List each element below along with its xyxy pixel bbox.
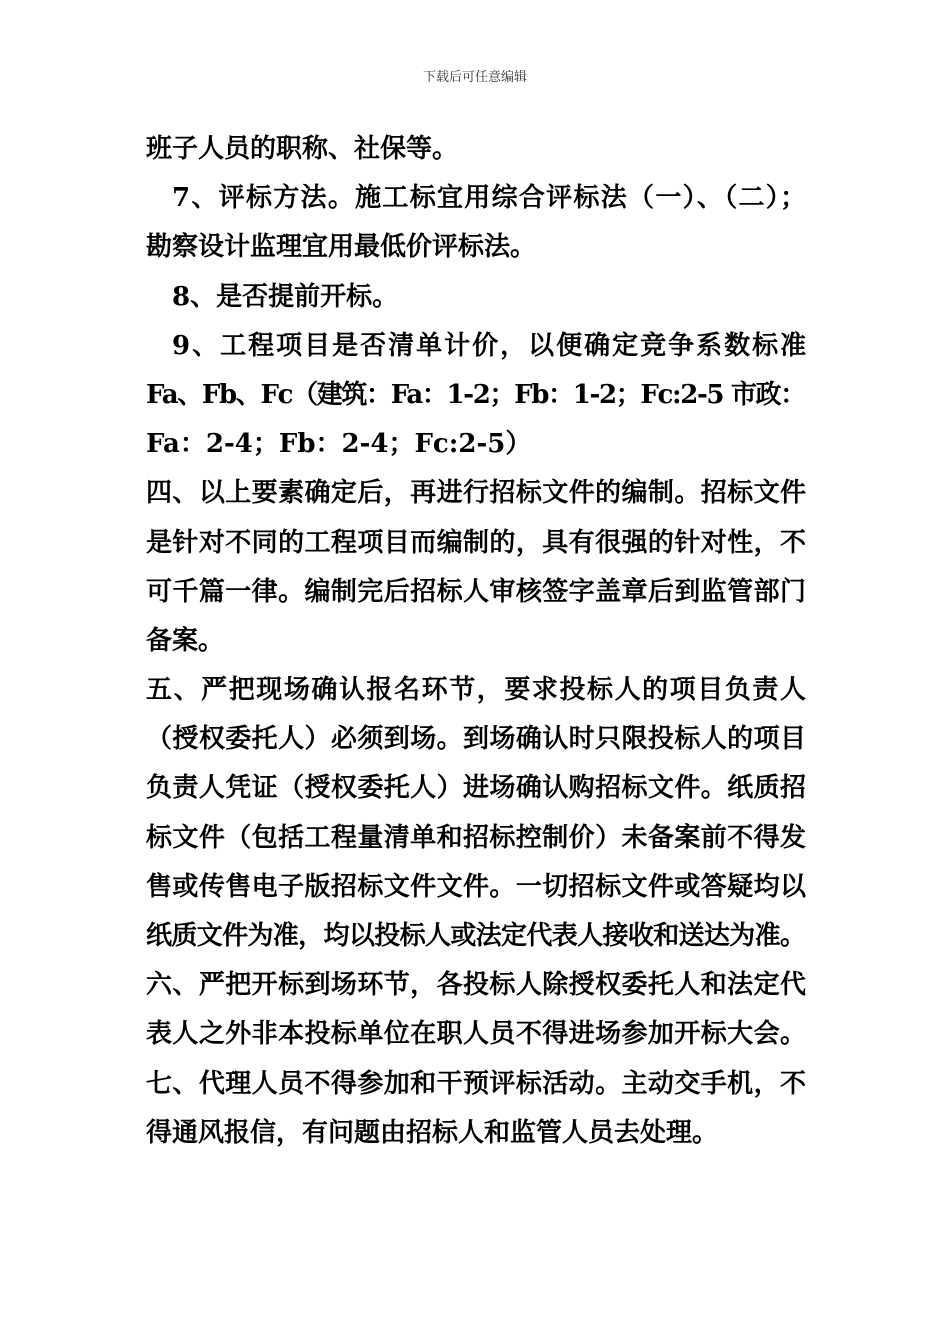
text-line	[146, 273, 806, 322]
text-line	[146, 519, 806, 568]
line-text: 可千篇一律。编制完后招标人审核签字盖章后到监管部门	[146, 576, 807, 607]
text-line	[146, 568, 806, 617]
line-text: 班子人员的职称、社保等。	[146, 134, 459, 164]
text-line	[146, 617, 806, 666]
text-line	[146, 764, 806, 813]
text-line	[146, 174, 806, 223]
text-line	[146, 469, 806, 518]
line-text: 备案。	[146, 625, 225, 656]
text-line	[146, 912, 806, 961]
line-text: Fa：2-4；Fb：2-4；Fc:2-5）	[146, 429, 532, 460]
line-text: Fa、Fb、Fc（建筑：Fa：1-2；Fb：1-2；Fc:2-5 市政：	[146, 379, 805, 410]
line-text: 售或传售电子版招标文件文件。一切招标文件或答疑均以	[146, 871, 807, 902]
text-line	[146, 1010, 806, 1059]
text-line	[146, 1060, 806, 1109]
line-text: （授权委托人）必须到场。到场确认时只限投标人的项目	[146, 724, 807, 755]
document-body	[146, 125, 809, 1158]
line-text: 负责人凭证（授权委托人）进场确认购招标文件。纸质招	[146, 773, 807, 804]
text-line	[146, 223, 806, 272]
text-line	[146, 863, 806, 912]
text-line	[146, 961, 806, 1010]
line-text: 得通风报信，有问题由招标人和监管人员去处理。	[146, 1117, 719, 1148]
page-header: 下载后可任意编辑	[422, 70, 527, 85]
text-line	[146, 371, 806, 420]
line-text: 7、评标方法。施工标宜用综合评标法（一）、（二）；	[172, 183, 808, 214]
line-text: 9、工程项目是否清单计价，以便确定竞争系数标准	[172, 330, 809, 361]
text-line	[146, 814, 806, 863]
text-line	[146, 715, 806, 764]
line-text: 是针对不同的工程项目而编制的，具有很强的针对性，不	[146, 527, 807, 558]
text-line	[146, 125, 806, 174]
line-text: 七、代理人员不得参加和干预评标活动。主动交手机，不	[146, 1068, 807, 1099]
line-text: 勘察设计监理宜用最低价评标法。	[146, 232, 537, 263]
line-text: 纸质文件为准，均以投标人或法定代表人接收和送达为准。	[146, 921, 806, 951]
line-text: 标文件（包括工程量清单和招标控制价）未备案前不得发	[146, 822, 807, 853]
line-text: 四、以上要素确定后，再进行招标文件的编制。招标文件	[146, 478, 807, 509]
text-line	[146, 322, 809, 371]
line-text: 8、是否提前开标。	[172, 281, 399, 312]
line-text: 表人之外非本投标单位在职人员不得进场参加开标大会。	[146, 1019, 807, 1050]
text-line	[146, 666, 806, 715]
line-text: 六、严把开标到场环节，各投标人除授权委托人和法定代	[146, 970, 807, 1001]
text-line	[146, 1109, 806, 1158]
line-text: 五、严把现场确认报名环节，要求投标人的项目负责人	[146, 675, 808, 706]
text-line	[146, 420, 806, 469]
